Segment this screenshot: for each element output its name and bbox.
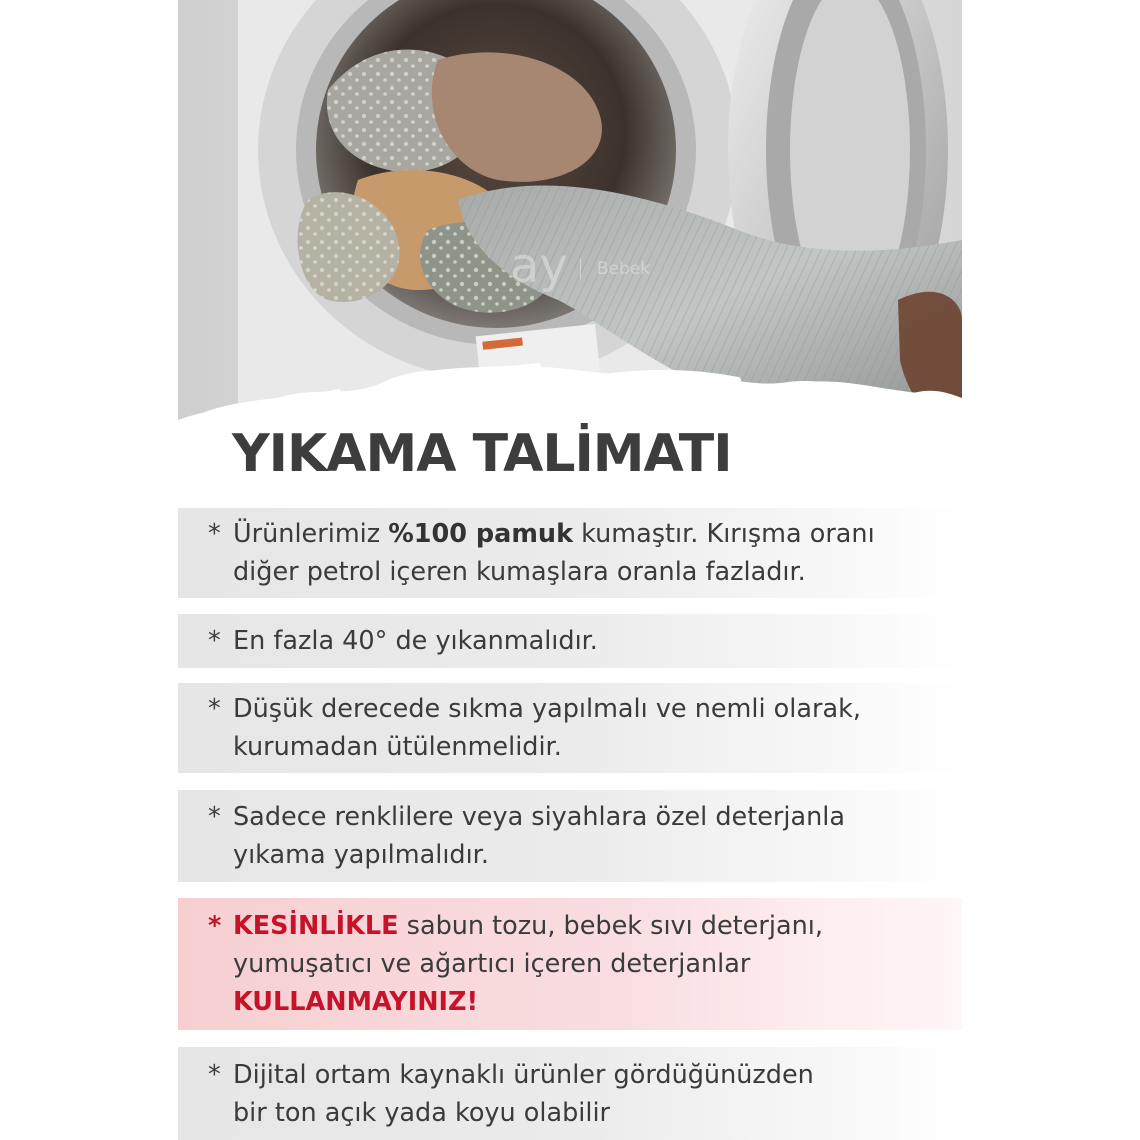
instruction-6-line-2: bir ton açık yada koyu olabilir	[233, 1097, 611, 1128]
brand-watermark	[510, 238, 650, 294]
instruction-card	[178, 0, 962, 1140]
instruction-4-line-1: Sadece renklilere veya siyahlara özel deterjanla	[233, 802, 845, 832]
instruction-3-line-1: Düşük derecede sıkma yapılmalı ve nemli olarak,	[233, 694, 861, 724]
instruction-5-line-1	[233, 907, 823, 945]
instruction-5-line-2: yumuşatıcı ve ağartıcı içeren deterjanlar	[233, 949, 751, 979]
warning-keyword: KULLANMAYINIZ!	[233, 987, 479, 1017]
instruction-item-3	[178, 683, 962, 773]
instruction-5-line-3	[233, 983, 823, 1021]
text-segment: kumaştır. Kırışma oranı	[573, 519, 875, 549]
text-segment: Ürünlerimiz	[233, 519, 389, 549]
instruction-1-line-1	[233, 515, 875, 553]
warning-keyword: KESİNLİKLE	[233, 911, 399, 941]
instruction-2-line-1: En fazla 40° de yıkanmalıdır.	[233, 626, 598, 656]
instruction-item-2	[178, 614, 962, 668]
bullet-star: *	[208, 1059, 221, 1090]
bullet-star: *	[208, 626, 221, 656]
watermark-brand: ay	[510, 238, 568, 294]
watermark-sub: Bebek	[580, 259, 650, 279]
instruction-item-5-warning	[178, 898, 962, 1030]
bullet-star: *	[208, 519, 221, 549]
text-segment: sabun tozu, bebek sıvı deterjanı,	[398, 911, 823, 941]
instruction-3-line-2: kurumadan ütülenmelidir.	[233, 732, 562, 762]
instruction-1-line-2: diğer petrol içeren kumaşlara oranla fazladır.	[233, 557, 806, 587]
bold-segment: %100 pamuk	[388, 519, 574, 549]
instruction-text-3	[208, 690, 861, 766]
bullet-star: *	[208, 694, 221, 724]
instruction-4-line-2: yıkama yapılmalıdır.	[233, 840, 489, 870]
instruction-text-5	[208, 907, 823, 1021]
instruction-text-4	[208, 798, 845, 874]
instruction-item-4	[178, 790, 962, 882]
instruction-text-6	[208, 1056, 814, 1132]
instruction-text-1	[208, 515, 875, 591]
instruction-6-line-1: Dijital ortam kaynaklı ürünler gördüğünüzden	[233, 1059, 814, 1090]
instruction-item-6	[178, 1047, 962, 1140]
instruction-text-2	[208, 622, 598, 660]
bullet-star: *	[208, 802, 221, 832]
page-title: YIKAMA TALİMATI	[232, 424, 732, 484]
bullet-star: *	[208, 911, 222, 941]
instruction-item-1	[178, 508, 962, 598]
